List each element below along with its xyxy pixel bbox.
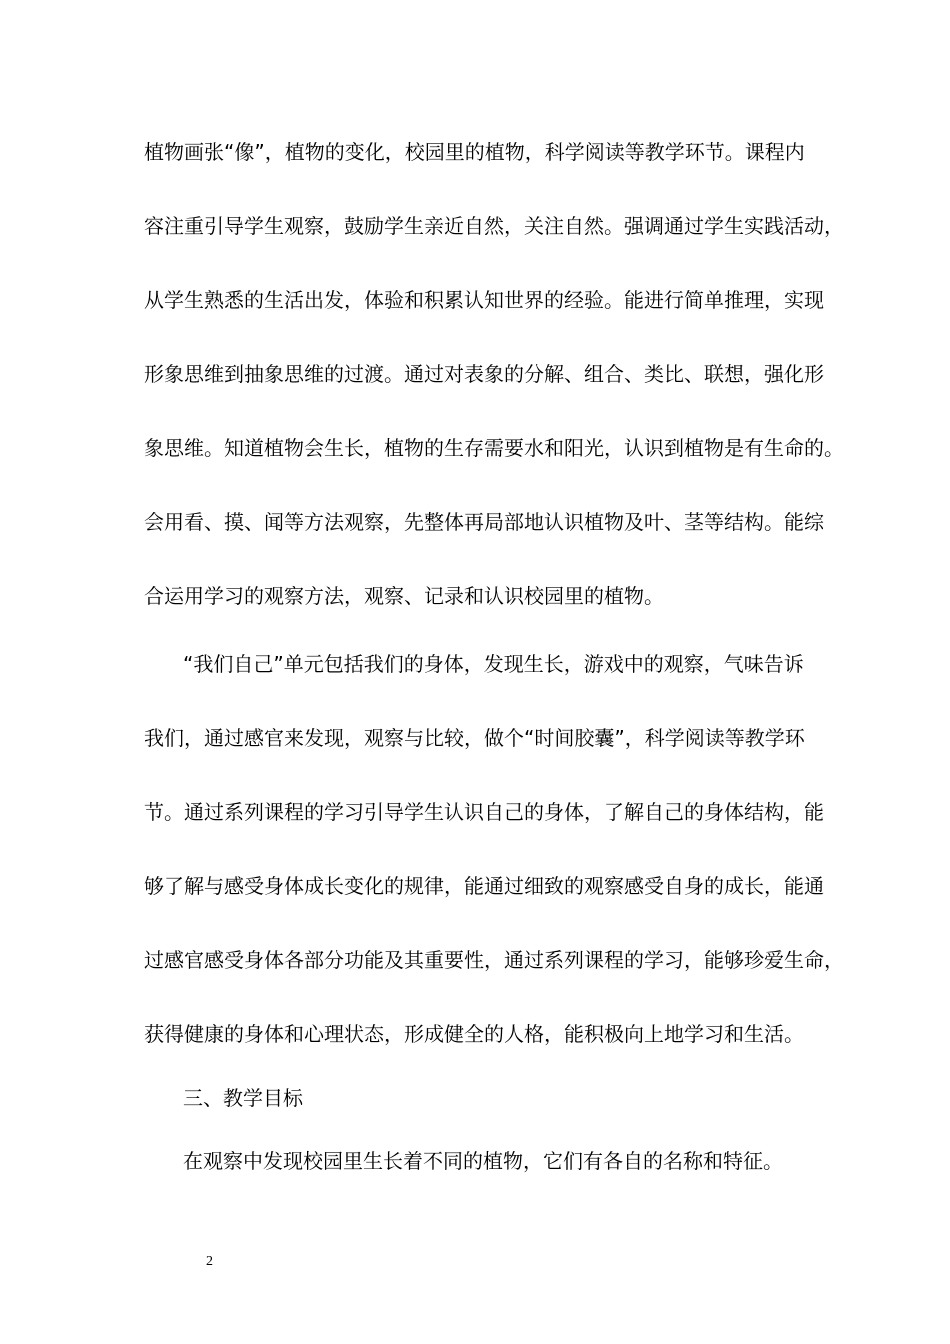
paragraph-line-7: 合运用学习的观察方法，观察、记录和认识校园里的植物。 <box>144 584 664 608</box>
paragraph-line-2: 容注重引导学生观察，鼓励学生亲近自然，关注自然。强调通过学生实践活动， <box>144 214 844 238</box>
paragraph-line-12: 过感官感受身体各部分功能及其重要性，通过系列课程的学习，能够珍爱生命， <box>144 948 844 972</box>
paragraph-line-3: 从学生熟悉的生活出发，体验和积累认知世界的经验。能进行简单推理，实现 <box>144 288 824 312</box>
paragraph-line-9: 我们，通过感官来发现，观察与比较，做个“时间胶囊”，科学阅读等教学环 <box>144 726 805 750</box>
paragraph-line-6: 会用看、摸、闻等方法观察，先整体再局部地认识植物及叶、茎等结构。能综 <box>144 510 824 534</box>
paragraph-line-5: 象思维。知道植物会生长，植物的生存需要水和阳光，认识到植物是有生命的。 <box>144 436 844 460</box>
paragraph-line-4: 形象思维到抽象思维的过渡。通过对表象的分解、组合、类比、联想，强化形 <box>144 362 824 386</box>
paragraph-line-10: 节。通过系列课程的学习引导学生认识自己的身体，了解自己的身体结构，能 <box>144 800 824 824</box>
section-heading: 三、教学目标 <box>183 1086 303 1110</box>
paragraph-line-1: 植物画张“像”，植物的变化，校园里的植物，科学阅读等教学环节。课程内 <box>144 140 805 164</box>
paragraph-line-11: 够了解与感受身体成长变化的规律，能通过细致的观察感受自身的成长，能通 <box>144 874 824 898</box>
page-number: 2 <box>206 1254 213 1269</box>
paragraph-line-13: 获得健康的身体和心理状态，形成健全的人格，能积极向上地学习和生活。 <box>144 1022 804 1046</box>
paragraph-line-8: “我们自己”单元包括我们的身体，发现生长，游戏中的观察，气味告诉 <box>183 652 804 676</box>
paragraph-line-15: 在观察中发现校园里生长着不同的植物，它们有各自的名称和特征。 <box>183 1149 783 1173</box>
